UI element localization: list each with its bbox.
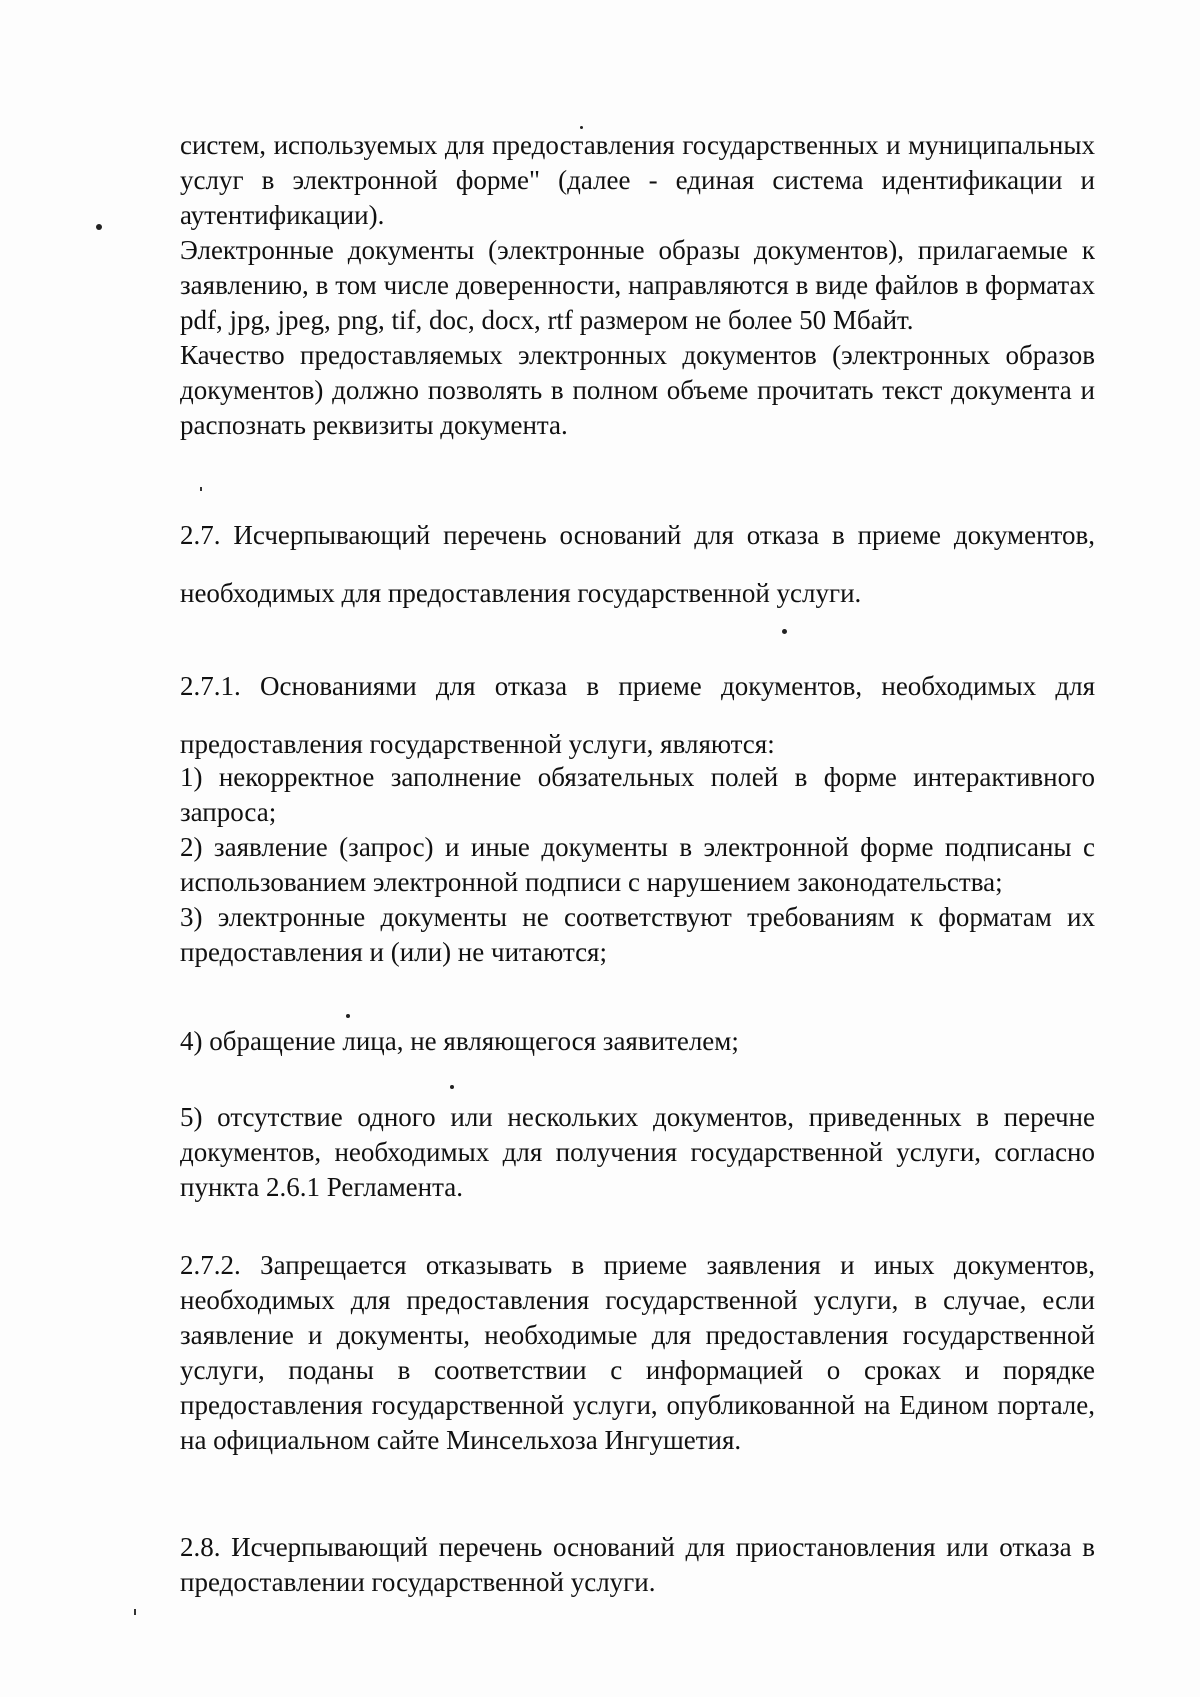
paragraph-quality: Качество предоставляемых электронных документов (электронных образов документов) должно позволять в полном объеме прочитать текст документа и распознать реквизиты документа. — [180, 340, 1095, 440]
paragraph-intro: систем, используемых для предоставления государственных и муниципальных услуг в электронной форме" (далее - единая система идентификации и аутентификации). — [180, 130, 1095, 230]
section-2-8 — [180, 1530, 1095, 1600]
grounds-list-a — [180, 760, 1095, 970]
list-item: 1) некорректное заполнение обязательных полей в форме интерактивного запроса; — [180, 762, 1095, 827]
section-2-7-2-paragraph: 2.7.2. Запрещается отказывать в приеме заявления и иных документов, необходимых для предоставления государственной услуги, в случае, если заявление и документы, необходимые для предоставления государственной услуги, поданы в соответствии с информацией о сроках и порядке предоставления государственной услуги, опубликованной на Едином портале, на официальном сайте Минсельхоза Ингушетия. — [180, 1250, 1095, 1455]
list-item: 3) электронные документы не соответствуют требованиям к форматам их предоставления и (или) не читаются; — [180, 902, 1095, 967]
list-item: 4) обращение лица, не являющегося заявителем; — [180, 1026, 739, 1056]
list-item: 2) заявление (запрос) и иные документы в электронной форме подписаны с использованием электронной подписи с нарушением законодательства; — [180, 832, 1095, 897]
section-2-7 — [180, 506, 1095, 622]
scan-speck — [134, 1609, 136, 1615]
section-2-8-heading: 2.8. Исчерпывающий перечень оснований для приостановления или отказа в предоставлении государственной услуги. — [180, 1532, 1095, 1597]
scan-speck — [450, 1085, 454, 1089]
paragraph-files: Электронные документы (электронные образы документов), прилагаемые к заявлению, в том числе доверенности, направляются в виде файлов в форматах pdf, jpg, jpeg, png, tif, doc, docx, rtf размером не более 50 Мбайт. — [180, 235, 1095, 335]
scan-speck — [96, 224, 102, 230]
section-2-7-2 — [180, 1248, 1095, 1458]
intro-block — [180, 128, 1095, 443]
scan-speck — [346, 1014, 350, 1018]
section-2-7-heading: 2.7. Исчерпывающий перечень оснований для отказа в приеме документов, необходимых для предоставления государственной услуги. — [180, 520, 1095, 608]
grounds-list-b — [180, 1024, 1095, 1059]
section-2-7-1-heading: 2.7.1. Основаниями для отказа в приеме документов, необходимых для предоставления государственной услуги, являются: — [180, 671, 1095, 759]
section-2-7-1 — [180, 657, 1095, 773]
list-item: 5) отсутствие одного или нескольких документов, приведенных в перечне документов, необходимых для получения государственной услуги, согласно пункта 2.6.1 Регламента. — [180, 1102, 1095, 1202]
grounds-list-c — [180, 1100, 1095, 1205]
scan-speck — [782, 629, 787, 634]
scan-speck — [200, 487, 202, 491]
